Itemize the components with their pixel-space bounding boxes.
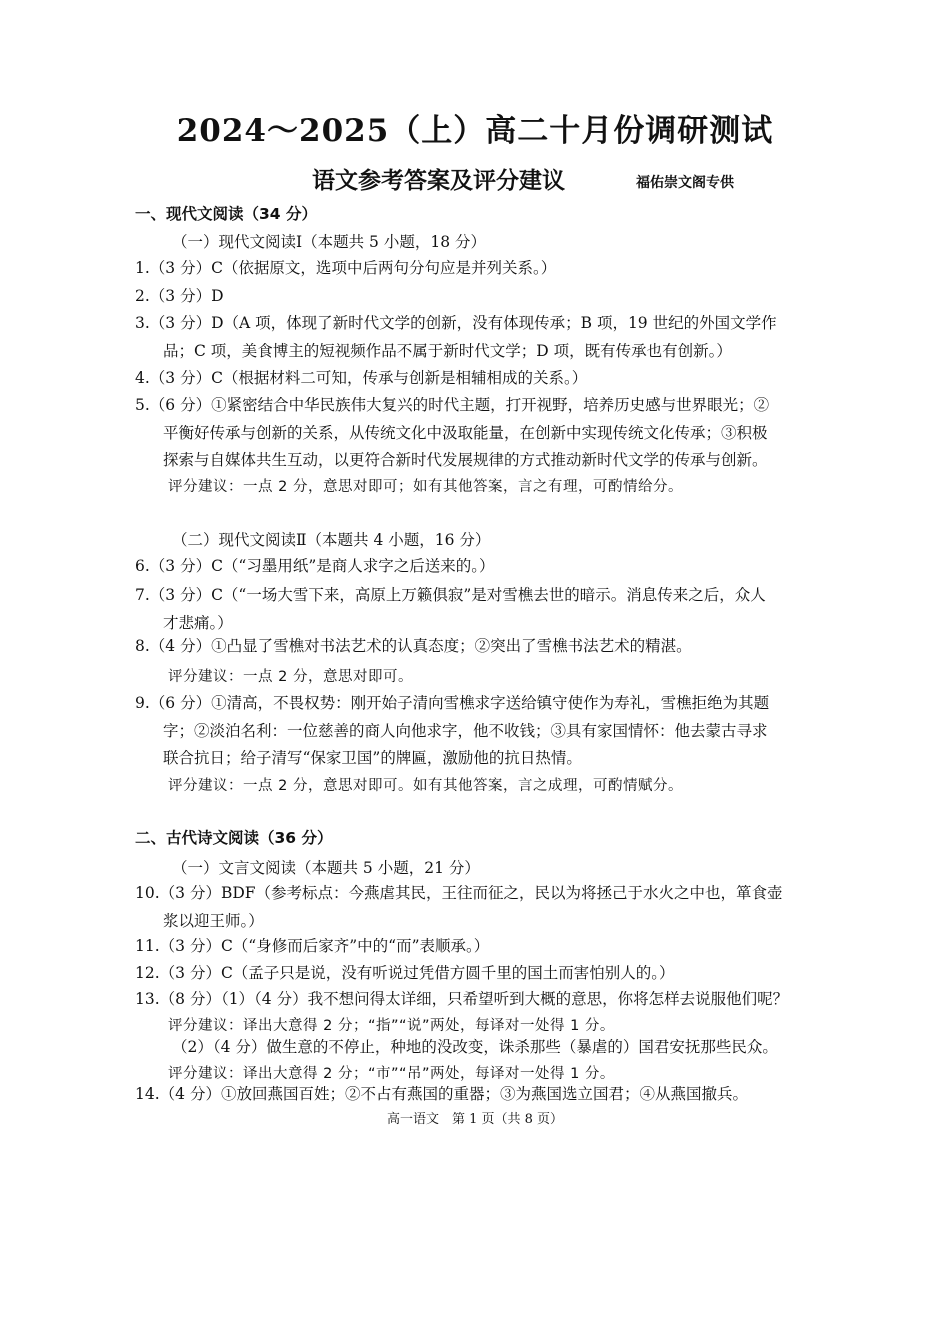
- page-subtitle: 语文参考答案及评分建议: [312, 167, 565, 194]
- answer-line: 品；C 项，美食博主的短视频作品不属于新时代文学；D 项，既有传承也有创新。）: [163, 341, 732, 360]
- answer-q13-part2: （2）（4 分）做生意的不停止，种地的没改变，诛杀那些（暴虐的）国君安抚那些民众。: [172, 1038, 778, 1056]
- answer-line: 联合抗日；给子清写“保家卫国”的牌匾，激励他的抗日热情。: [163, 749, 582, 767]
- answer-q9: [135, 690, 825, 773]
- supplier-mark: 福佑崇文阁专供: [636, 175, 734, 191]
- page-title: 2024～2025（上）高二十月份调研测试: [176, 113, 774, 149]
- subsection-heading-classical-1: （一）文言文阅读（本题共 5 小题，21 分）: [172, 859, 480, 877]
- answer-q12: [135, 960, 825, 988]
- answer-q1: [135, 255, 825, 283]
- answer-q4: [135, 365, 825, 393]
- scoring-note-q9: 评分建议：一点 2 分，意思对即可。如有其他答案，言之成理，可酌情赋分。: [168, 778, 683, 794]
- answer-q7: [135, 582, 825, 637]
- answer-line: 13.（8 分）（1）（4 分）我不想问得太详细，只希望听到大概的意思，你将怎样去说服他们呢？: [135, 990, 789, 1008]
- scoring-note-q8: 评分建议：一点 2 分，意思对即可。: [168, 669, 413, 685]
- answer-q3: [135, 310, 825, 365]
- answer-line: 12.（3 分）C（孟子只是说，没有听说过凭借方圆千里的国土而害怕别人的。）: [135, 964, 675, 982]
- answer-line: 4.（3 分）C（根据材料二可知，传承与创新是相辅相成的关系。）: [135, 369, 588, 387]
- answer-q11: [135, 933, 825, 961]
- section-heading-classical: 二、古代诗文阅读（36 分）: [135, 829, 333, 847]
- answer-q8: [135, 633, 825, 661]
- answer-q6: [135, 553, 825, 581]
- answer-line: 5.（6 分）①紧密结合中华民族伟大复兴的时代主题，打开视野，培养历史感与世界眼光；②: [135, 396, 770, 414]
- answer-line: 探索与自媒体共生互动，以更符合新时代发展规律的方式推动新时代文学的传承与创新。: [163, 451, 768, 469]
- answer-line: 平衡好传承与创新的关系，从传统文化中汲取能量，在创新中实现传统文化传承；③积极: [163, 423, 768, 442]
- answer-line: 9.（6 分）①清高，不畏权势：刚开始子清向雪樵求字送给镇守使作为寿礼，雪樵拒绝为其题: [135, 694, 770, 712]
- answer-line: 7.（3 分）C（“一场大雪下来，高原上万籁俱寂”是对雪樵去世的暗示。消息传来之后，众人: [135, 586, 766, 604]
- answer-line: 11.（3 分）C（“身修而后家齐”中的“而”表顺承。）: [135, 937, 490, 955]
- subsection-heading-modern-2: （二）现代文阅读Ⅱ（本题共 4 小题，16 分）: [172, 531, 491, 549]
- answer-q13: [135, 986, 825, 1014]
- page-footer: 高一语文 第 1 页（共 8 页）: [386, 1112, 564, 1127]
- answer-line: 2.（3 分）D: [135, 287, 224, 305]
- answer-line: 才悲痛。）: [163, 613, 233, 632]
- answer-line: 8.（4 分）①凸显了雪樵对书法艺术的认真态度；②突出了雪樵书法艺术的精湛。: [135, 637, 692, 655]
- answer-q5: [135, 392, 825, 475]
- scoring-note-q5: 评分建议：一点 2 分，意思对即可；如有其他答案，言之有理，可酌情给分。: [168, 479, 683, 495]
- answer-q14: [135, 1081, 825, 1109]
- section-heading-modern: 一、现代文阅读（34 分）: [135, 205, 317, 223]
- answer-q2: [135, 283, 825, 311]
- answer-line: 1.（3 分）C（依据原文，选项中后两句分句应是并列关系。）: [135, 259, 557, 277]
- subsection-heading-modern-1: （一）现代文阅读Ⅰ（本题共 5 小题，18 分）: [172, 233, 486, 251]
- answer-q10: [135, 880, 825, 935]
- answer-line: 10.（3 分）BDF（参考标点：今燕虐其民，王往而征之，民以为将拯己于水火之中也，箪食壶: [135, 884, 783, 902]
- answer-line: 14.（4 分）①放回燕国百姓；②不占有燕国的重器；③为燕国选立国君；④从燕国撤兵。: [135, 1085, 748, 1103]
- scoring-note-q13-1: 评分建议：译出大意得 2 分；“指”“说”两处，每译对一处得 1 分。: [168, 1018, 615, 1034]
- answer-line: 6.（3 分）C（“习墨用纸”是商人求字之后送来的。）: [135, 557, 495, 575]
- scoring-note-q13-2: 评分建议：译出大意得 2 分；“市”“吊”两处，每译对一处得 1 分。: [168, 1066, 615, 1082]
- answer-line: 3.（3 分）D（A 项，体现了新时代文学的创新，没有体现传承；B 项，19 世纪的外国文学作: [135, 314, 777, 332]
- answer-line: 浆以迎王师。）: [163, 911, 264, 930]
- answer-line: 字；②淡泊名利：一位慈善的商人向他求字，他不收钱；③具有家国情怀：他去蒙古寻求: [163, 721, 768, 740]
